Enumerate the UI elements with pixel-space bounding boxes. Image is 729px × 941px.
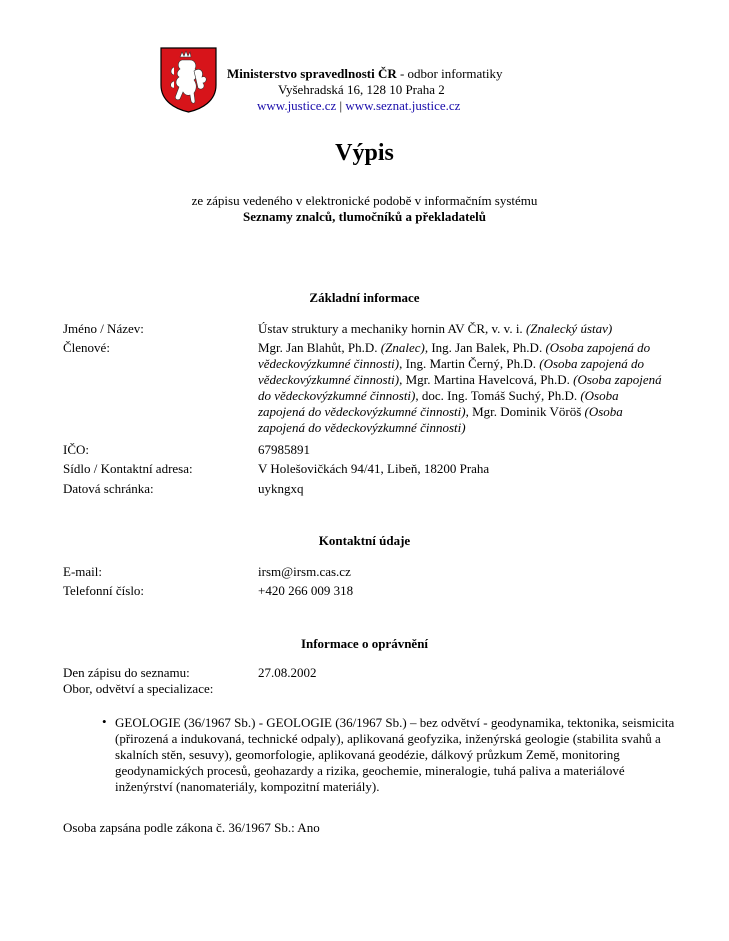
- seznat-link[interactable]: www.seznat.justice.cz: [345, 98, 461, 113]
- member-role: (Osoba zapojená do vědeckovýzkumné činnosti): [258, 404, 623, 435]
- members-list: Mgr. Jan Blahůt, Ph.D. (Znalec), Ing. Jan Balek, Ph.D. (Osoba zapojená do vědeckovýzkumné činnosti), Ing. Martin Černý, Ph.D. (Osoba zapojená do vědeckovýzkumné činnosti), Mgr. Martina Havelcová, Ph.D. (Osoba zapojená do vědeckovýzkumné činnosti), doc. Ing. Tomáš Suchý, Ph.D. (Osoba zapojená do vědeckovýzkumné činnosti), Mgr. Dominik Vöröš (Osoba zapojená do vědeckovýzkumné činnosti): [258, 340, 662, 435]
- czech-lion-crest-icon: [160, 47, 217, 113]
- member-name: Mgr. Martina Havelcová, Ph.D.: [405, 372, 570, 387]
- members-label: Členové:: [63, 340, 110, 355]
- institution-name: Ústav struktury a mechaniky hornin AV ČR, v. v. i.: [258, 321, 523, 336]
- member-name: Ing. Martin Černý, Ph.D.: [405, 356, 536, 371]
- section-contact: Kontaktní údaje: [318, 533, 411, 548]
- letterhead: [160, 45, 580, 115]
- phone-label: Telefonní číslo:: [63, 583, 145, 598]
- org-links: [257, 98, 460, 114]
- name-value: [258, 321, 612, 337]
- member-name: doc. Ing. Tomáš Suchý, Ph.D.: [421, 388, 578, 403]
- member-role: (Osoba zapojená do vědeckovýzkumné činnosti): [258, 388, 619, 419]
- member-name: Mgr. Dominik Vöröš: [472, 404, 582, 419]
- email-label: E-mail:: [63, 564, 102, 579]
- org-name: [227, 66, 503, 82]
- field-label: Obor, odvětví a specializace:: [63, 681, 214, 696]
- name-label: Jméno / Název:: [63, 321, 144, 336]
- phone-value: +420 266 009 318: [258, 583, 354, 598]
- document-subtitle: [0, 193, 729, 225]
- justice-link[interactable]: www.justice.cz: [257, 98, 337, 113]
- document-title: Výpis: [335, 140, 394, 166]
- member-name: Mgr. Jan Blahůt, Ph.D.: [258, 340, 378, 355]
- bullet-icon: •: [102, 714, 107, 729]
- email-value: irsm@irsm.cas.cz: [258, 564, 351, 579]
- institution-role: (Znalecký ústav): [525, 321, 613, 336]
- ico-value: 67985891: [258, 442, 310, 457]
- subtitle-line2: Seznamy znalců, tlumočníků a překladatelů: [242, 209, 487, 224]
- specialization-text: GEOLOGIE (36/1967 Sb.) - GEOLOGIE (36/1967 Sb.) – bez odvětví - geodynamika, tektonika, seismicita (přirozená a indukovaná, technické odpaly), aplikovaná geofyzika, inženýrská geologie (stabilita svahů a skalních stěn, sesuvy), geomorfologie, aplikovaná geodézie, dálkový průzkum Země, monitoring geodynamických procesů, geohazardy a rizika, geochemie, mineralogie, tuhá paliva a materiálové inženýrství (nanomateriály, kompozitní materiály).: [115, 715, 675, 794]
- address-label: Sídlo / Kontaktní adresa:: [63, 461, 193, 476]
- subtitle-line1: ze zápisu vedeného v elektronické podobě v informačním systému: [191, 193, 538, 208]
- member-role: (Osoba zapojená do vědeckovýzkumné činnosti): [258, 356, 644, 387]
- org-name-rest: - odbor informatiky: [396, 66, 503, 81]
- section-basic-info: Základní informace: [309, 290, 420, 305]
- member-role: (Znalec): [380, 340, 425, 355]
- link-separator: |: [336, 98, 346, 113]
- databox-label: Datová schránka:: [63, 481, 154, 496]
- member-role: (Osoba zapojená do vědeckovýzkumné činnosti): [258, 340, 651, 371]
- registration-law-note: Osoba zapsána podle zákona č. 36/1967 Sb.: Ano: [63, 820, 320, 835]
- address-value: V Holešovičkách 94/41, Libeň, 18200 Praha: [258, 461, 490, 476]
- member-role: (Osoba zapojená do vědeckovýzkumné činnosti): [258, 372, 662, 403]
- databox-value: uykngxq: [258, 481, 304, 496]
- ico-label: IČO:: [63, 442, 89, 457]
- registration-date-label: Den zápisu do seznamu:: [63, 665, 190, 680]
- member-name: Ing. Jan Balek, Ph.D.: [431, 340, 543, 355]
- org-address: Vyšehradská 16, 128 10 Praha 2: [278, 82, 445, 97]
- registration-date-value: 27.08.2002: [258, 665, 317, 680]
- section-authorization: Informace o oprávnění: [300, 636, 429, 651]
- org-name-bold: Ministerstvo spravedlnosti ČR: [227, 66, 397, 81]
